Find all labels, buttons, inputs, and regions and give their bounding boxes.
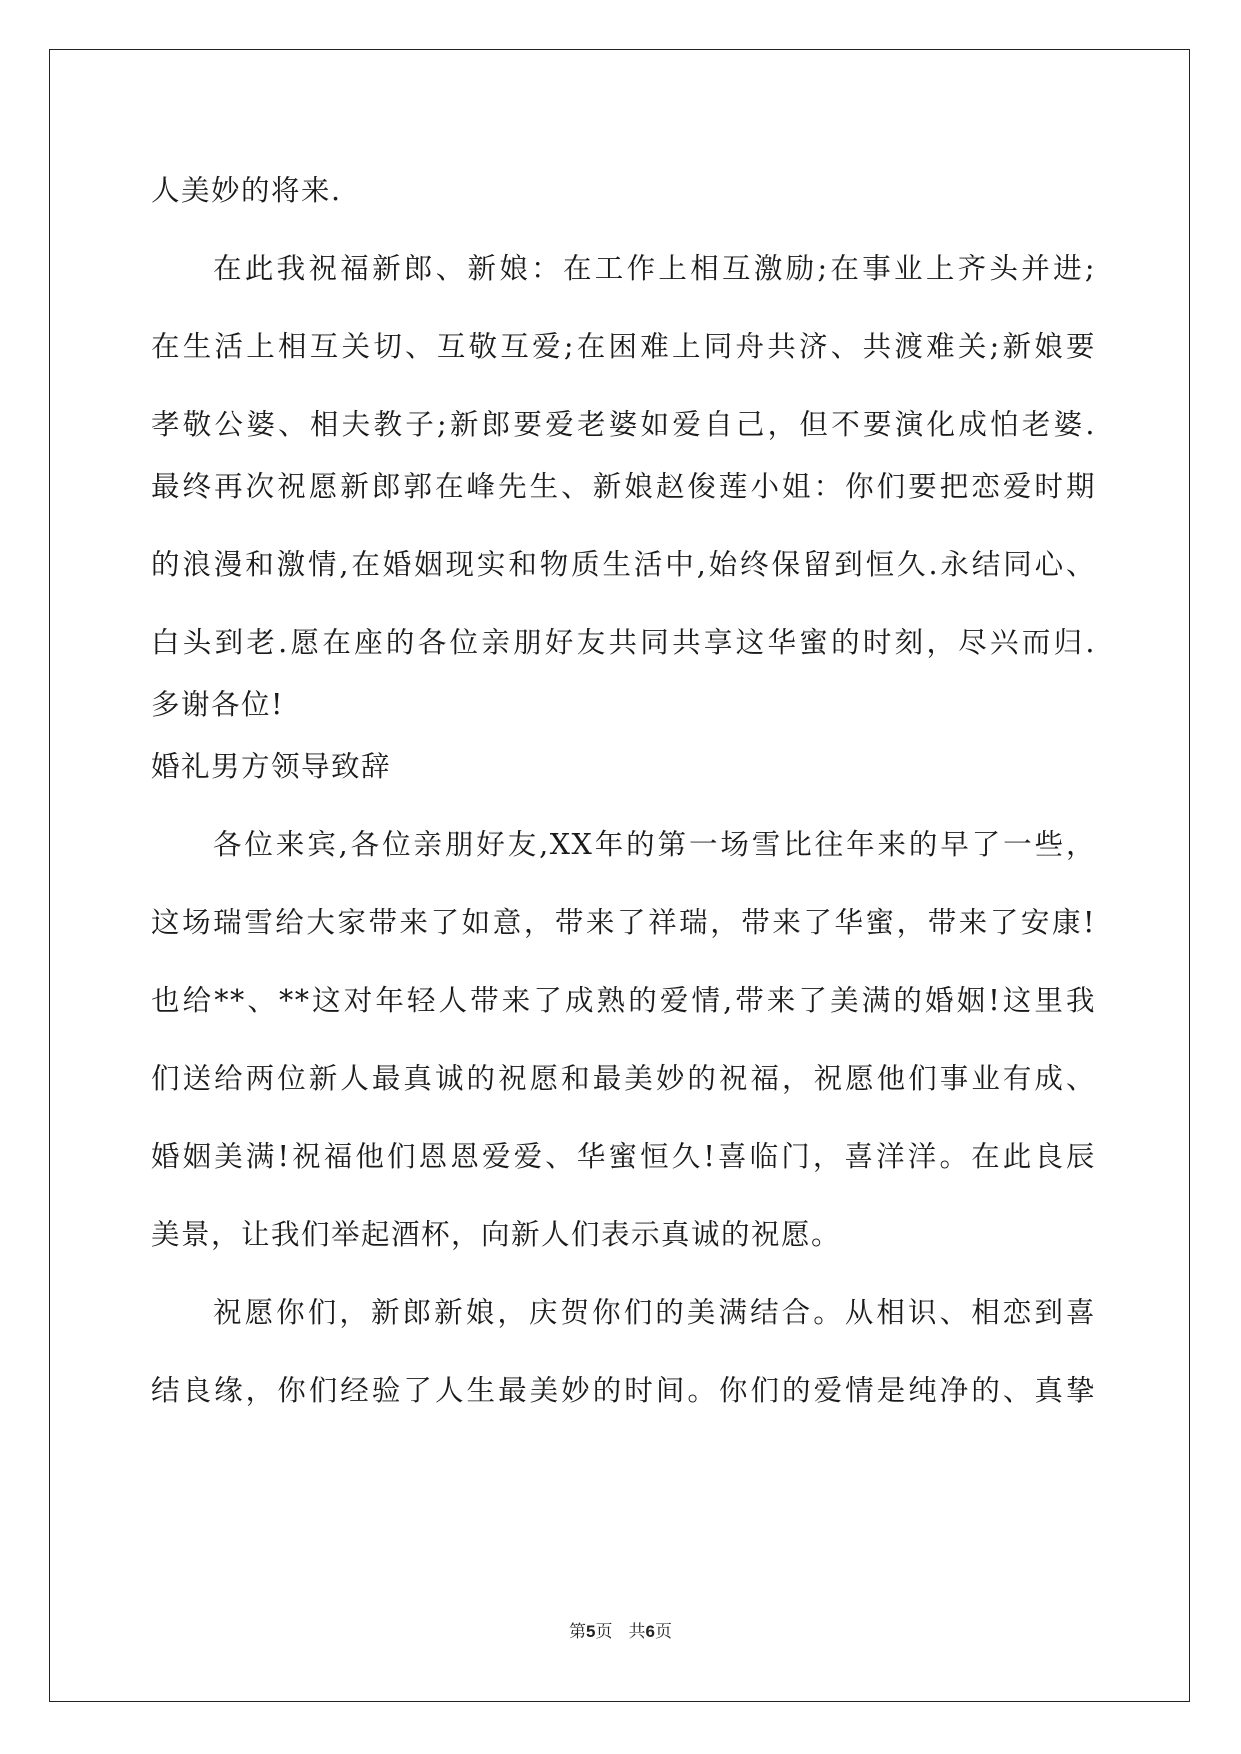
paragraph-line: 的浪漫和激情,在婚姻现实和物质生活中,始终保留到恒久.永结同心、: [151, 548, 1096, 581]
footer-current-page: 5: [586, 1622, 596, 1641]
paragraph-line: 结良缘，你们经验了人生最美妙的时间。你们的爱情是纯净的、真挚: [151, 1374, 1096, 1407]
footer-total-pages: 6: [645, 1622, 655, 1641]
footer-total-suffix: 页: [654, 1622, 672, 1642]
paragraph-line: 们送给两位新人最真诚的祝愿和最美妙的祝福，祝愿他们事业有成、: [151, 1062, 1096, 1095]
footer-prefix: 第: [569, 1622, 587, 1642]
paragraph-line: 婚姻美满!祝福他们恩恩爱爱、华蜜恒久!喜临门，喜洋洋。在此良辰: [151, 1140, 1096, 1173]
footer-page-word: 页: [595, 1622, 613, 1642]
paragraph-line: 美景，让我们举起酒杯，向新人们表示真诚的祝愿。: [151, 1218, 842, 1251]
paragraph-line: 祝愿你们，新郎新娘，庆贺你们的美满结合。从相识、相恋到喜: [213, 1296, 1096, 1329]
paragraph-line: 最终再次祝愿新郎郭在峰先生、新娘赵俊莲小姐：你们要把恋爱时期: [151, 470, 1096, 503]
document-body: [151, 160, 1096, 1422]
page-footer: [0, 1617, 1241, 1642]
paragraph-line: 孝敬公婆、相夫教子;新郎要爱老婆如爱自己，但不要演化成怕老婆.: [151, 408, 1096, 441]
paragraph-line: 各位来宾,各位亲朋好友,XX年的第一场雪比往年来的早了一些，: [213, 828, 1096, 861]
paragraph-line: 白头到老.愿在座的各位亲朋好友共同共享这华蜜的时刻，尽兴而归.: [151, 626, 1096, 659]
paragraph-line: 在此我祝福新郎、新娘：在工作上相互激励;在事业上齐头并进;: [213, 252, 1096, 285]
footer-total-prefix: 共: [628, 1622, 646, 1642]
section-heading: 婚礼男方领导致辞: [151, 750, 392, 783]
paragraph-line: 人美妙的将来.: [151, 174, 342, 207]
paragraph-line: 在生活上相互关切、互敬互爱;在困难上同舟共济、共渡难关;新娘要: [151, 330, 1096, 363]
paragraph-line: 多谢各位!: [151, 688, 284, 721]
paragraph-line: 这场瑞雪给大家带来了如意，带来了祥瑞，带来了华蜜，带来了安康!: [151, 906, 1096, 939]
paragraph-line: 也给**、**这对年轻人带来了成熟的爱情,带来了美满的婚姻!这里我: [151, 984, 1096, 1017]
